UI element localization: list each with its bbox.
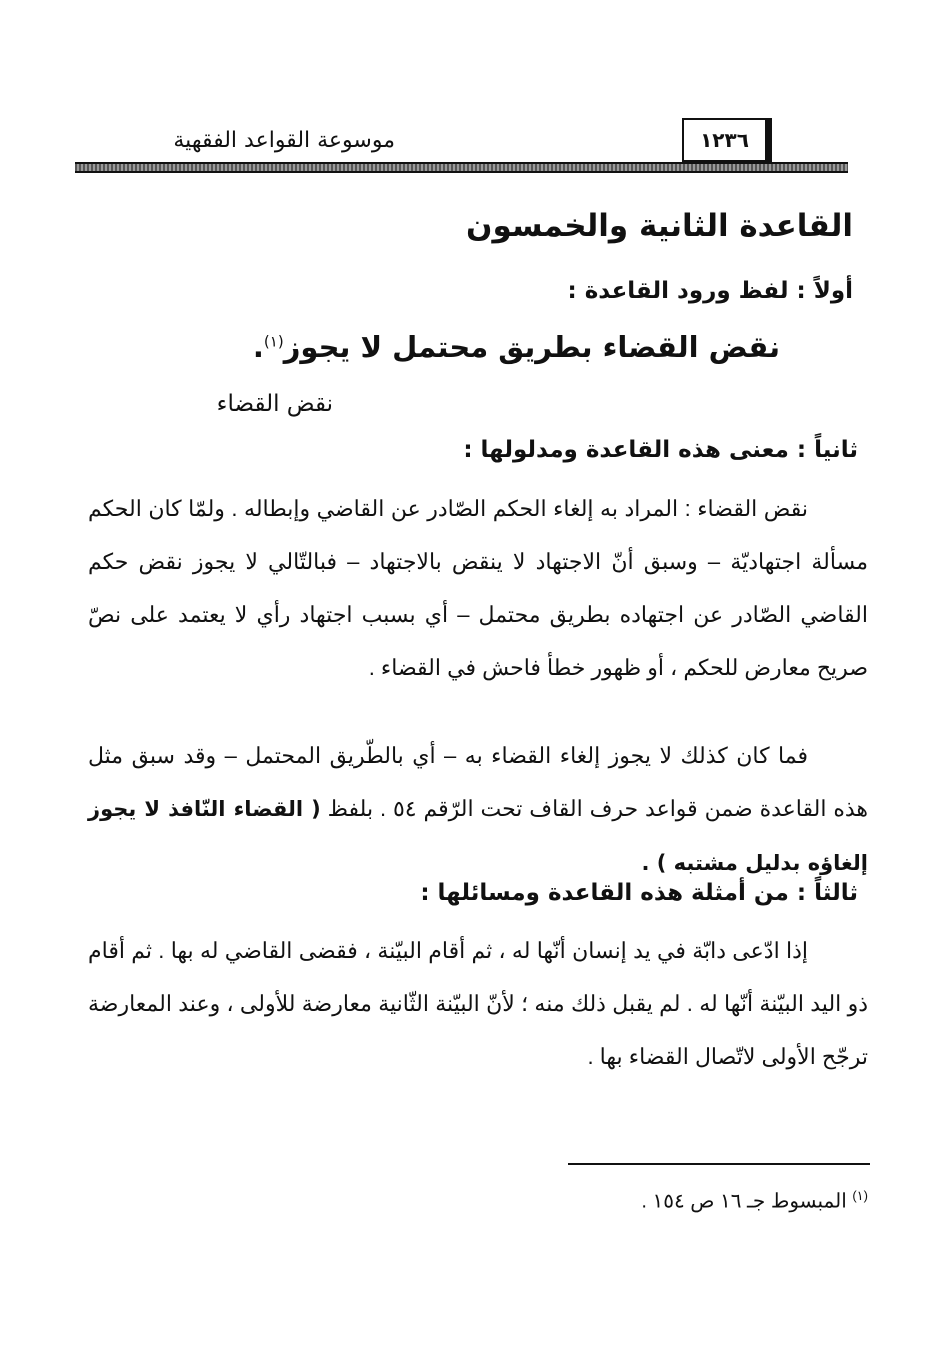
handwritten-label: نقض القضاء [216, 391, 333, 417]
footnote [641, 1188, 868, 1214]
example-paragraph: إذا ادّعى دابّة في يد إنسان أنّها له ، ثم أقام البيّنة ، فقضى القاضي له بها . ثم أقام ذو اليد البيّنة أنّها له . لم يقبل ذلك منه ؛ لأنّ البيّنة الثّانية معارضة للأولى ، وعند المعارضة ترجّح الأولى لاتّصال القضاء بها . [88, 938, 868, 1069]
section-heading-examples: ثالثاً : من أمثلة هذه القاعدة ومسائلها : [420, 880, 858, 906]
footnote-reference: (١) [263, 332, 284, 351]
reference-paragraph-text: فما كان كذلك لا يجوز إلغاء القضاء به – أي بالطّريق المحتمل – وقد سبق مثل هذه القاعدة ضمن قواعد حرف القاف تحت الرّقم ٥٤ . بلفظ [88, 743, 869, 821]
footnote-text: المبسوط جـ ١٦ ص ١٥٤ . [641, 1190, 847, 1213]
rule-statement-text: نقض القضاء بطريق محتمل لا يجوز [283, 330, 780, 364]
meaning-paragraph: نقض القضاء : المراد به إلغاء الحكم الصّادر عن القاضي وإبطاله . ولمّا كان الحكم مسألة اجتهاديّة – وسبق أنّ الاجتهاد لا ينقض بالاجتهاد – فبالتّالي لا يجوز نقض حكم القاضي الصّادر عن اجتهاده بطريق محتمل – أي بسبب اجتهاد رأي لا يعتمد على نصّ صريح معارض للحكم ، أو ظهور خطأ فاحش في القضاء . [88, 496, 868, 680]
rule-statement [253, 330, 780, 364]
footnote-marker: (١) [852, 1188, 868, 1203]
section-heading-wording: أولاً : لفظ ورود القاعدة : [567, 278, 853, 304]
footnote-divider [568, 1163, 870, 1165]
section-heading-meaning: ثانياً : معنى هذه القاعدة ومدلولها : [463, 437, 858, 463]
page-header [75, 118, 848, 188]
book-title: موسوعة القواعد الفقهية [173, 128, 395, 153]
rule-end-mark: . [252, 330, 264, 364]
header-rule [75, 162, 848, 173]
related-rule-quote: ( القضاء النّافذ لا يجوز إلغاؤه بدليل مشتبه ) . [88, 797, 868, 875]
page-number: ١٢٣٦ [682, 118, 772, 162]
rule-title: القاعدة الثانية والخمسون [466, 208, 853, 244]
reference-paragraph [88, 729, 868, 890]
